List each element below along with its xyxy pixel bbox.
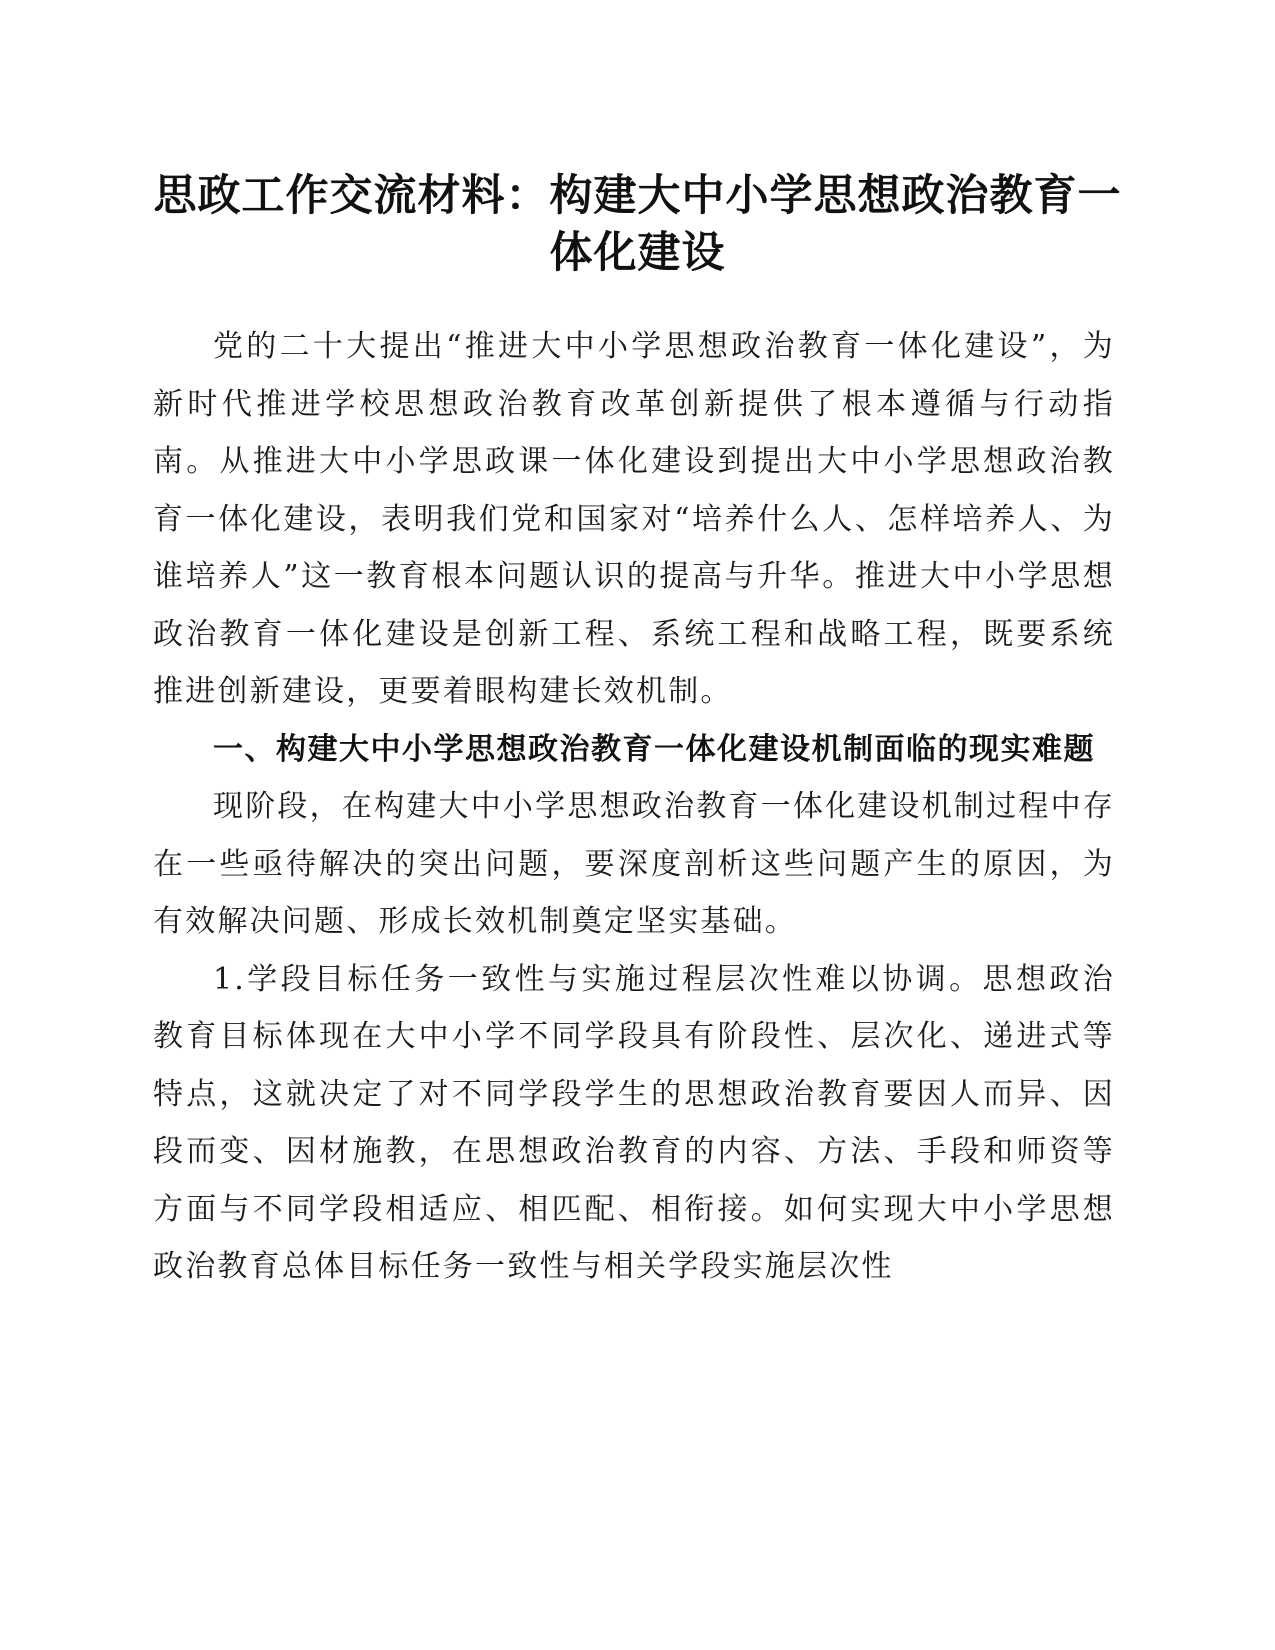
intro-paragraph: 党的二十大提出“推进大中小学思想政治教育一体化建设”，为新时代推进学校思想政治教育改革创新提供了根本遵循与行动指南。从推进大中小学思政课一体化建设到提出大中小学思想政治教育一体化建设，表明我们党和国家对“培养什么人、怎样培养人、为谁培养人”这一教育根本问题认识的提高与升华。推进大中小学思想政治教育一体化建设是创新工程、系统工程和战略工程，既要系统推进创新建设，更要着眼构建长效机制。	[153, 329, 1115, 709]
document-body	[153, 318, 1115, 1296]
document-title: 思政工作交流材料：构建大中小学思想政治教育一体化建设	[153, 171, 1122, 278]
section-paragraph: 现阶段，在构建大中小学思想政治教育一体化建设机制过程中存在一些亟待解决的突出问题，要深度剖析这些问题产生的原因，为有效解决问题、形成长效机制奠定坚实基础。	[153, 789, 1115, 939]
point-one-paragraph: 1.学段目标任务一致性与实施过程层次性难以协调。思想政治教育目标体现在大中小学不同学段具有阶段性、层次化、递进式等特点，这就决定了对不同学段学生的思想政治教育要因人而异、因段而变、因材施教，在思想政治教育的内容、方法、手段和师资等方面与不同学段相适应、相匹配、相衔接。如何实现大中小学思想政治教育总体目标任务一致性与相关学段实施层次性	[153, 961, 1115, 1284]
section-heading: 一、构建大中小学思想政治教育一体化建设机制面临的现实难题	[213, 731, 1095, 767]
